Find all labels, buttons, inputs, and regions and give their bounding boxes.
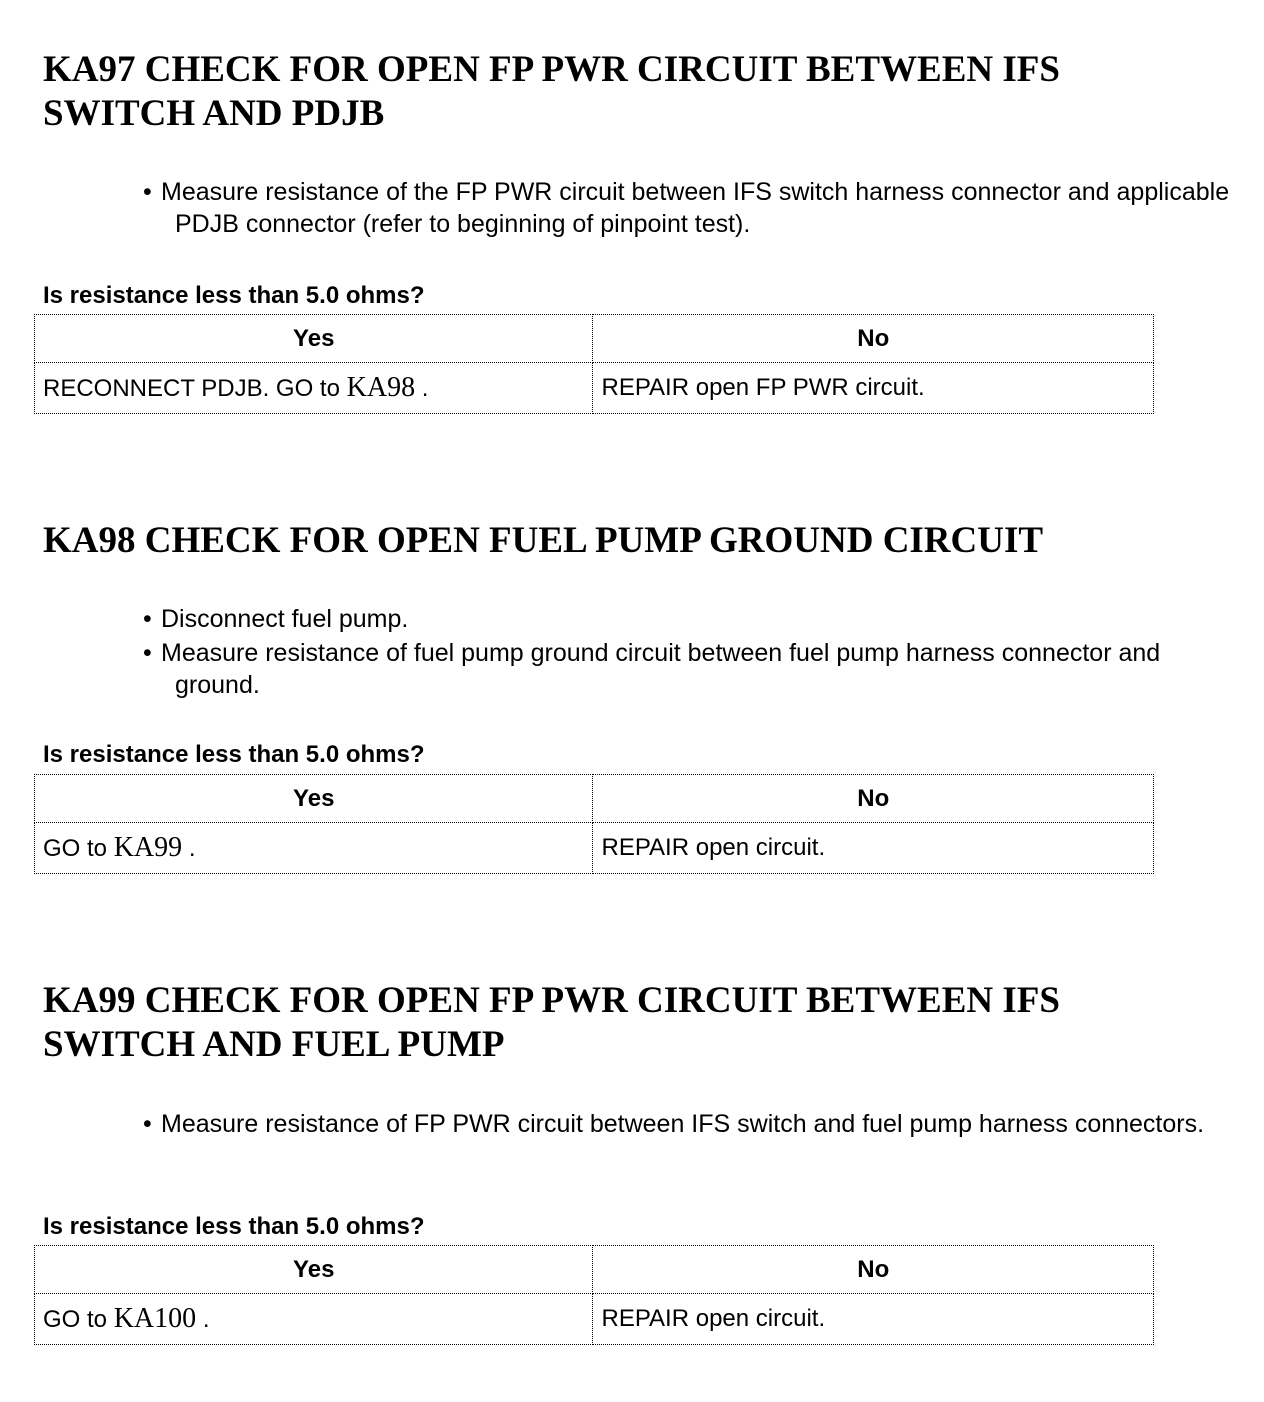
step-item <box>125 1108 1245 1140</box>
section-heading: KA99 CHECK FOR OPEN FP PWR CIRCUIT BETWEEN IFS SWITCH AND FUEL PUMP <box>43 980 1060 1065</box>
yes-header: Yes <box>35 1246 593 1294</box>
yes-suffix: . <box>202 1306 210 1333</box>
yes-header: Yes <box>35 315 593 363</box>
yes-cell <box>35 1294 593 1345</box>
yes-header: Yes <box>35 775 593 823</box>
table-header-row <box>35 775 1154 823</box>
question-label: Is resistance less than 5.0 ohms? <box>43 741 425 768</box>
yes-cell <box>35 823 593 874</box>
yes-suffix: . <box>188 835 196 862</box>
bullet-icon: • <box>143 178 152 206</box>
ka98-link[interactable]: KA98 <box>346 372 416 403</box>
ka99-link[interactable]: KA99 <box>113 832 183 863</box>
step-item <box>125 603 1245 635</box>
step-text: Disconnect fuel pump. <box>161 605 409 633</box>
no-header: No <box>593 315 1154 363</box>
table-row <box>35 363 1154 414</box>
question-label: Is resistance less than 5.0 ohms? <box>43 1213 425 1240</box>
step-text: Measure resistance of the FP PWR circuit between IFS switch harness connector and applicable PDJB connector (refer to beginning of pinpoint test). <box>161 178 1230 238</box>
no-header: No <box>593 1246 1154 1294</box>
ka100-link[interactable]: KA100 <box>113 1303 197 1334</box>
table-row <box>35 1294 1154 1345</box>
yes-no-table <box>34 774 1154 874</box>
question-label: Is resistance less than 5.0 ohms? <box>43 282 425 309</box>
no-cell: REPAIR open circuit. <box>593 1294 1154 1345</box>
section-heading: KA98 CHECK FOR OPEN FUEL PUMP GROUND CIRCUIT <box>43 520 1044 561</box>
step-item <box>125 176 1245 240</box>
step-text: Measure resistance of FP PWR circuit between IFS switch and fuel pump harness connectors. <box>161 1110 1205 1138</box>
yes-text: GO to <box>43 835 108 862</box>
bullet-icon: • <box>143 1110 152 1138</box>
step-list <box>125 603 1245 703</box>
table-header-row <box>35 315 1154 363</box>
no-cell: REPAIR open circuit. <box>593 823 1154 874</box>
step-item <box>125 637 1245 701</box>
step-text: Measure resistance of fuel pump ground circuit between fuel pump harness connector and ground. <box>161 639 1161 699</box>
table-header-row <box>35 1246 1154 1294</box>
bullet-icon: • <box>143 639 152 667</box>
bullet-icon: • <box>143 605 152 633</box>
step-list <box>125 1108 1245 1142</box>
no-header: No <box>593 775 1154 823</box>
yes-cell <box>35 363 593 414</box>
no-cell: REPAIR open FP PWR circuit. <box>593 363 1154 414</box>
yes-no-table <box>34 1245 1154 1345</box>
yes-text: RECONNECT PDJB. GO to <box>43 375 340 402</box>
step-list <box>125 176 1245 242</box>
table-row <box>35 823 1154 874</box>
section-heading: KA97 CHECK FOR OPEN FP PWR CIRCUIT BETWEEN IFS SWITCH AND PDJB <box>43 49 1060 134</box>
yes-text: GO to <box>43 1306 108 1333</box>
yes-no-table <box>34 314 1154 414</box>
yes-suffix: . <box>421 375 429 402</box>
